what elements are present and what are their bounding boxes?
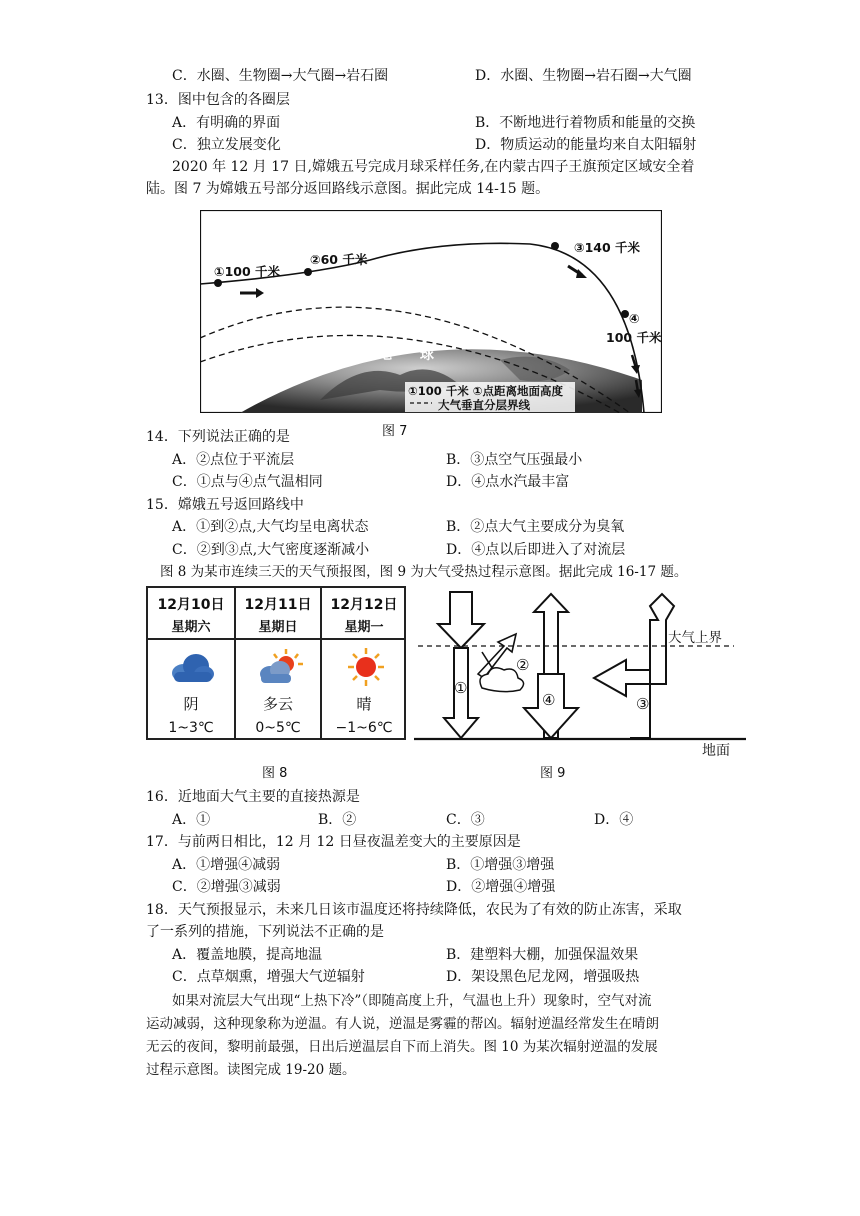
q18-stem-line1: 18．天气预报显示，未来几日该市温度还将持续降低，农民为了有效的防止冻害，采取 xyxy=(146,902,682,918)
q18-stem-line2: 了一系列的措施，下列说法不正确的是 xyxy=(146,924,384,940)
legend-layer-boundary: 大气垂直分层界线 xyxy=(438,398,530,412)
legend-point-height: ①100 千米 ①点距离地面高度 xyxy=(408,384,563,398)
forecast-temperature: 0~5℃ xyxy=(255,720,301,736)
incoming-radiation-arrow xyxy=(438,592,484,648)
point-4-dot xyxy=(621,310,629,318)
q18-option-d: D．架设黑色尼龙网，增强吸热 xyxy=(446,969,640,985)
forecast-condition: 阴 xyxy=(183,695,199,713)
point-3-label: ③140 千米 xyxy=(574,240,641,255)
q12-option-d: D．水圈、生物圈→岩石圈→大气圈 xyxy=(475,68,692,84)
q18-option-c: C．点草烟熏，增强大气逆辐射 xyxy=(172,969,365,985)
sun-icon xyxy=(342,648,390,686)
q15-stem: 15．嫦娥五号返回路线中 xyxy=(146,497,304,513)
forecast-day-1 xyxy=(148,588,234,738)
q16-option-a: A．① xyxy=(172,812,211,828)
forecast-temperature: −1~6℃ xyxy=(335,720,393,736)
figure-9-diagram xyxy=(412,588,748,760)
intro-19-20-line1: 如果对流层大气出现“上热下冷”（即随高度上升，气温也上升）现象时，空气对流 xyxy=(172,993,652,1009)
figure-8-forecast-table xyxy=(146,586,406,740)
q14-option-c: C．①点与④点气温相同 xyxy=(172,474,323,490)
q17-option-a: A．①增强④减弱 xyxy=(172,857,281,873)
q16-option-c: C．③ xyxy=(446,812,485,828)
forecast-day-3 xyxy=(320,588,406,738)
earth-label: 地 球 xyxy=(378,347,434,363)
q17-option-d: D．②增强④增强 xyxy=(446,879,556,895)
intro-16-17: 图 8 为某市连续三天的天气预报图，图 9 为大气受热过程示意图。据此完成 16-17 题。 xyxy=(160,564,688,580)
q14-option-a: A．②点位于平流层 xyxy=(172,452,295,468)
q15-option-d: D．④点以后即进入了对流层 xyxy=(446,542,626,558)
forecast-temperature: 1~3℃ xyxy=(168,720,214,736)
forecast-day-2 xyxy=(234,588,320,738)
upper-atmosphere-label: 大气上界 xyxy=(668,630,722,646)
q16-option-d: D．④ xyxy=(594,812,634,828)
figure-7-caption: 图 7 xyxy=(382,424,408,439)
q17-stem: 17．与前两日相比，12 月 12 日昼夜温差变大的主要原因是 xyxy=(146,834,521,850)
intro-14-15-line1: 2020 年 12 月 17 日,嫦娥五号完成月球采样任务,在内蒙古四子王旗预定区域安全着 xyxy=(172,159,695,175)
point-1-label: ①100 千米 xyxy=(214,264,281,279)
cloud-icon xyxy=(168,648,216,686)
forecast-date: 12月11日 xyxy=(244,597,312,613)
arrow-1-label: ① xyxy=(454,679,468,697)
q13-option-c: C．独立发展变化 xyxy=(172,137,281,153)
intro-19-20-line3: 无云的夜间，黎明前最强，日出后逆温层自下而上消失。图 10 为某次辐射逆温的发展 xyxy=(146,1039,658,1055)
intro-19-20-line4: 过程示意图。读图完成 19-20 题。 xyxy=(146,1062,356,1078)
q18-option-a: A．覆盖地膜，提高地温 xyxy=(172,947,323,963)
q13-stem: 13．图中包含的各圈层 xyxy=(146,92,290,108)
intro-14-15-line2: 陆。图 7 为嫦娥五号部分返回路线示意图。据此完成 14-15 题。 xyxy=(146,181,550,197)
q16-option-b: B．② xyxy=(318,812,357,828)
point-3-dot xyxy=(551,242,559,250)
arrow-3-shape xyxy=(594,594,674,738)
point-1-dot xyxy=(214,279,222,287)
arrow-4-label: ④ xyxy=(542,691,556,709)
q17-option-c: C．②增强③减弱 xyxy=(172,879,281,895)
figure-7 xyxy=(200,210,662,413)
figure-8-caption: 图 8 xyxy=(262,766,288,781)
q15-option-b: B．②点大气主要成分为臭氧 xyxy=(446,519,625,535)
figure-9 xyxy=(412,588,748,760)
point-2-dot xyxy=(304,268,312,276)
q15-option-c: C．②到③点,大气密度逐渐减小 xyxy=(172,542,370,558)
q17-option-b: B．①增强③增强 xyxy=(446,857,555,873)
arrow-2-label: ② xyxy=(516,656,530,674)
q13-option-a: A．有明确的界面 xyxy=(172,115,281,131)
forecast-condition: 晴 xyxy=(356,695,372,713)
point-2-label: ②60 千米 xyxy=(310,252,368,267)
forecast-weekday: 星期一 xyxy=(344,620,384,635)
intro-19-20-line2: 运动减弱，这种现象称为逆温。有人说，逆温是雾霾的帮凶。辐射逆温经常发生在晴朗 xyxy=(146,1016,659,1032)
forecast-condition: 多云 xyxy=(262,695,293,713)
point-4-label: ④ xyxy=(629,311,640,326)
q18-option-b: B．建塑料大棚，加强保温效果 xyxy=(446,947,639,963)
forecast-weekday: 星期六 xyxy=(171,620,211,635)
ground-label: 地面 xyxy=(702,743,730,759)
figure-9-caption: 图 9 xyxy=(540,766,566,781)
q15-option-a: A．①到②点,大气均呈电离状态 xyxy=(172,519,369,535)
q13-option-d: D．物质运动的能量均来自太阳辐射 xyxy=(475,137,697,153)
q14-stem: 14．下列说法正确的是 xyxy=(146,429,290,445)
q14-option-b: B．③点空气压强最小 xyxy=(446,452,583,468)
q13-option-b: B．不断地进行着物质和能量的交换 xyxy=(475,115,696,131)
q12-option-c: C．水圈、生物圈→大气圈→岩石圈 xyxy=(172,68,389,84)
arrow-3-label: ③ xyxy=(636,695,650,713)
point-4-height-label: 100 千米 xyxy=(606,330,662,345)
q14-option-d: D．④点水汽最丰富 xyxy=(446,474,570,490)
forecast-weekday: 星期日 xyxy=(258,620,298,635)
forecast-date: 12月12日 xyxy=(330,597,398,613)
sun-cloud-icon xyxy=(256,648,304,686)
q16-stem: 16．近地面大气主要的直接热源是 xyxy=(146,789,360,805)
forecast-date: 12月10日 xyxy=(157,597,225,613)
